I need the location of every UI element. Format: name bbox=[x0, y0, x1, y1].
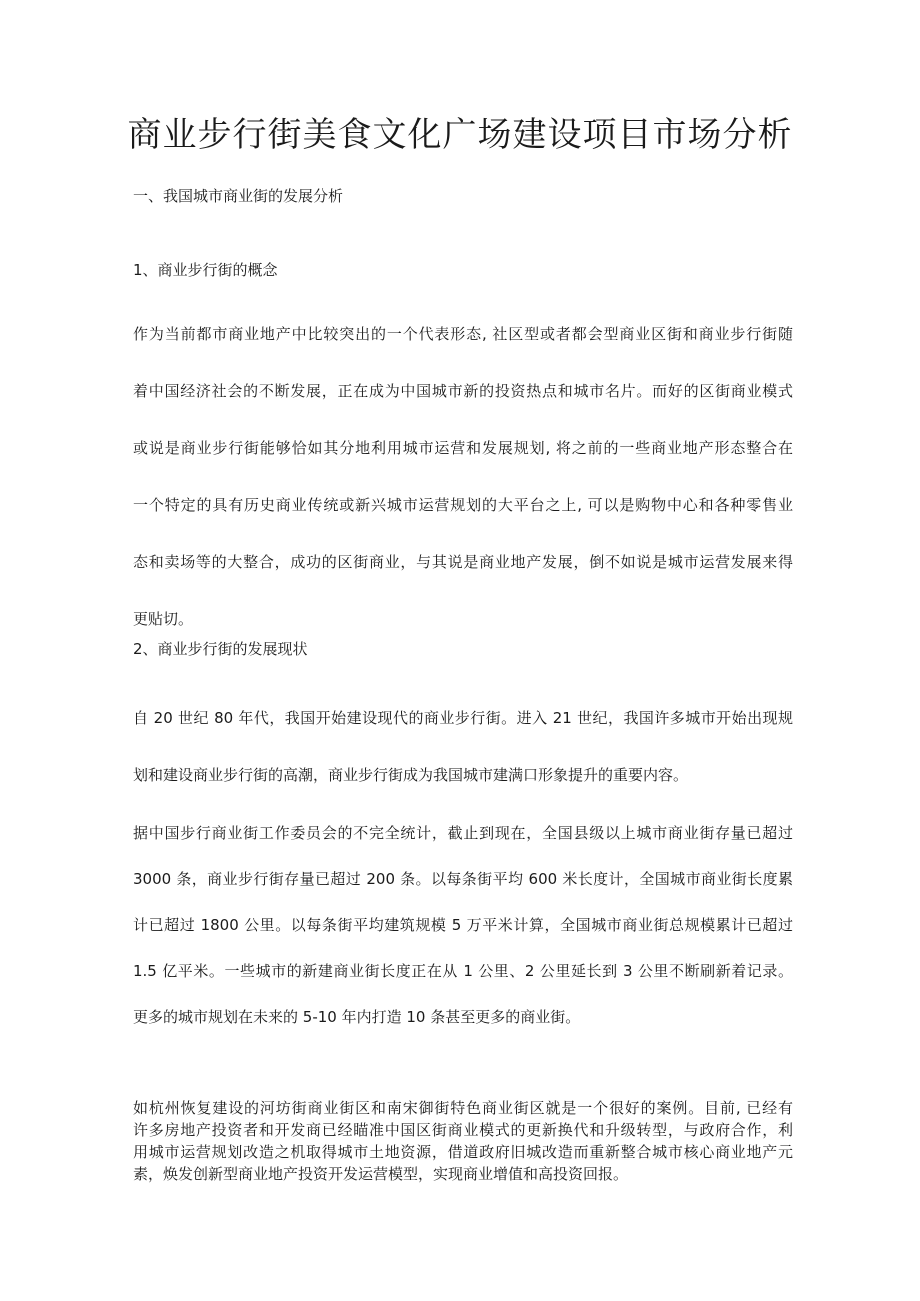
document-title: 商业步行街美食文化广场建设项目市场分析 bbox=[127, 115, 793, 155]
text-line: 一个特定的具有历史商业传统或新兴城市运营规划的大平台之上, 可以是购物中心和各种零售业 bbox=[133, 496, 793, 514]
text-line: 或说是商业步行街能够恰如其分地利用城市运营和发展规划, 将之前的一些商业地产形态整合在 bbox=[133, 439, 793, 457]
text-line: 着中国经济社会的不断发展，正在成为中国城市新的投资热点和城市名片。而好的区街商业模式 bbox=[133, 382, 793, 400]
text-line: 许多房地产投资者和开发商已经瞄准中国区街商业模式的更新换代和升级转型，与政府合作，利 bbox=[133, 1121, 793, 1139]
text-line: 态和卖场等的大整合，成功的区街商业，与其说是商业地产发展，倒不如说是城市运营发展来得 bbox=[133, 553, 793, 571]
text-line: 划和建设商业步行街的高潮，商业步行街成为我国城市建满口形象提升的重要内容。 bbox=[133, 766, 689, 784]
paragraph-statistics bbox=[133, 821, 793, 1051]
text-line: 素，焕发创新型商业地产投资开发运营模型，实现商业增值和高投资回报。 bbox=[133, 1165, 629, 1183]
paragraph-concept bbox=[133, 322, 793, 664]
text-line: 据中国步行商业街工作委员会的不完全统计，截止到现在，全国县级以上城市商业街存量已超过 bbox=[133, 824, 793, 842]
text-line: 如杭州恢复建设的河坊街商业街区和南宋御街特色商业街区就是一个很好的案例。目前, 已经有 bbox=[133, 1099, 793, 1117]
section-heading-1: 一、我国城市商业街的发展分析 bbox=[133, 187, 344, 205]
text-line: 3000 条，商业步行街存量已超过 200 条。以每条街平均 600 米长度计，全国城市商业街长度累 bbox=[133, 870, 793, 888]
paragraph-status-intro bbox=[133, 706, 793, 820]
subsection-heading-2: 2、商业步行街的发展现状 bbox=[133, 640, 308, 658]
text-line: 更贴切。 bbox=[133, 610, 194, 628]
text-line: 自 20 世纪 80 年代，我国开始建设现代的商业步行街。进入 21 世纪，我国许多城市开始出现规 bbox=[133, 709, 793, 727]
subsection-heading-1: 1、商业步行街的概念 bbox=[133, 261, 278, 279]
text-line: 1.5 亿平米。一些城市的新建商业街长度正在从 1 公里、2 公里延长到 3 公里不断刷新着记录。 bbox=[133, 962, 793, 980]
text-line: 作为当前都市商业地产中比较突出的一个代表形态, 社区型或者都会型商业区街和商业步行街随 bbox=[133, 325, 793, 343]
text-line: 计已超过 1800 公里。以每条街平均建筑规模 5 万平米计算，全国城市商业街总规模累计已超过 bbox=[133, 916, 793, 934]
text-line: 用城市运营规划改造之机取得城市土地资源，借道政府旧城改造而重新整合城市核心商业地产元 bbox=[133, 1143, 793, 1161]
text-line: 更多的城市规划在未来的 5-10 年内打造 10 条甚至更多的商业街。 bbox=[133, 1008, 581, 1026]
paragraph-case-study bbox=[133, 1097, 793, 1185]
